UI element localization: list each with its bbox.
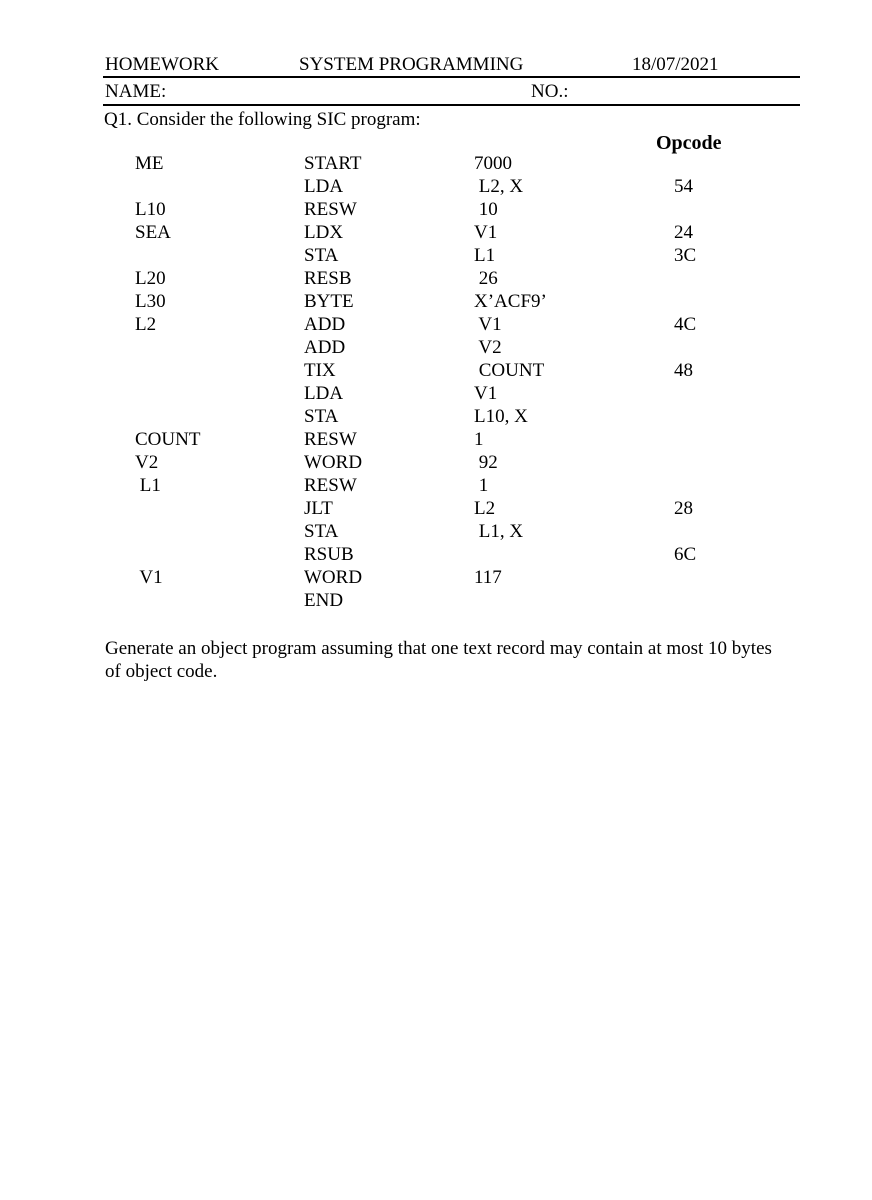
program-line — [0, 383, 872, 406]
line-operand: 26 — [474, 268, 498, 289]
line-label: L2 — [135, 314, 157, 335]
number-label: NO.: — [531, 81, 569, 102]
program-line — [0, 245, 872, 268]
program-line — [0, 544, 872, 567]
program-line — [0, 360, 872, 383]
program-line — [0, 406, 872, 429]
program-line — [0, 153, 872, 176]
header-course-title: SYSTEM PROGRAMMING — [299, 54, 524, 75]
line-operand: L2 — [474, 498, 496, 519]
line-label: SEA — [135, 222, 171, 243]
header-homework: HOMEWORK — [105, 54, 219, 75]
line-opcode: 6C — [674, 544, 697, 565]
program-line — [0, 498, 872, 521]
line-operand: L1 — [474, 245, 496, 266]
program-line — [0, 291, 872, 314]
program-line — [0, 199, 872, 222]
header-rule-bottom — [103, 104, 800, 106]
line-label: L1 — [135, 475, 161, 496]
line-label: L30 — [135, 291, 166, 312]
line-operand: V1 — [474, 222, 498, 243]
question-title: Q1. Consider the following SIC program: — [104, 109, 421, 130]
line-mnemonic: JLT — [304, 498, 333, 519]
line-mnemonic: BYTE — [304, 291, 354, 312]
line-operand: L1, X — [474, 521, 524, 542]
line-operand: 1 — [474, 429, 484, 450]
line-label: V2 — [135, 452, 159, 473]
line-mnemonic: START — [304, 153, 362, 174]
line-opcode: 54 — [674, 176, 693, 197]
program-line — [0, 268, 872, 291]
name-label: NAME: — [105, 81, 167, 102]
line-operand: 117 — [474, 567, 502, 588]
line-mnemonic: TIX — [304, 360, 336, 381]
line-operand: V2 — [474, 337, 502, 358]
line-mnemonic: RESW — [304, 199, 357, 220]
line-mnemonic: ADD — [304, 337, 346, 358]
line-mnemonic: WORD — [304, 452, 363, 473]
line-opcode: 48 — [674, 360, 693, 381]
line-mnemonic: END — [304, 590, 344, 611]
line-mnemonic: STA — [304, 521, 339, 542]
program-line — [0, 521, 872, 544]
program-line — [0, 222, 872, 245]
line-opcode: 3C — [674, 245, 697, 266]
program-line — [0, 452, 872, 475]
line-mnemonic: RSUB — [304, 544, 354, 565]
program-line — [0, 567, 872, 590]
line-operand: X’ACF9’ — [474, 291, 547, 312]
program-line — [0, 429, 872, 452]
line-label: L10 — [135, 199, 166, 220]
line-mnemonic: LDA — [304, 176, 344, 197]
line-mnemonic: ADD — [304, 314, 346, 335]
line-label: V1 — [135, 567, 163, 588]
program-line — [0, 314, 872, 337]
line-operand: 92 — [474, 452, 498, 473]
program-line — [0, 475, 872, 498]
line-mnemonic: RESW — [304, 475, 357, 496]
line-operand: 1 — [474, 475, 489, 496]
line-mnemonic: RESW — [304, 429, 357, 450]
line-mnemonic: LDA — [304, 383, 344, 404]
line-operand: V1 — [474, 314, 502, 335]
line-opcode: 28 — [674, 498, 693, 519]
line-operand: 10 — [474, 199, 498, 220]
header-date: 18/07/2021 — [632, 54, 719, 75]
program-line — [0, 176, 872, 199]
line-mnemonic: WORD — [304, 567, 363, 588]
line-label: ME — [135, 153, 164, 174]
instruction-text: Generate an object program assuming that one text record may contain at most 10 bytes of object code. — [105, 638, 772, 682]
line-operand: L10, X — [474, 406, 528, 427]
program-line — [0, 337, 872, 360]
line-operand: L2, X — [474, 176, 524, 197]
line-operand: V1 — [474, 383, 498, 404]
line-opcode: 24 — [674, 222, 693, 243]
line-mnemonic: STA — [304, 406, 339, 427]
line-mnemonic: RESB — [304, 268, 352, 289]
line-label: L20 — [135, 268, 166, 289]
line-opcode: 4C — [674, 314, 697, 335]
line-mnemonic: LDX — [304, 222, 344, 243]
line-label: COUNT — [135, 429, 201, 450]
header-rule-top — [103, 76, 800, 78]
line-operand: 7000 — [474, 153, 512, 174]
line-operand: COUNT — [474, 360, 545, 381]
line-mnemonic: STA — [304, 245, 339, 266]
opcode-column-header: Opcode — [656, 132, 722, 154]
program-line — [0, 590, 872, 613]
